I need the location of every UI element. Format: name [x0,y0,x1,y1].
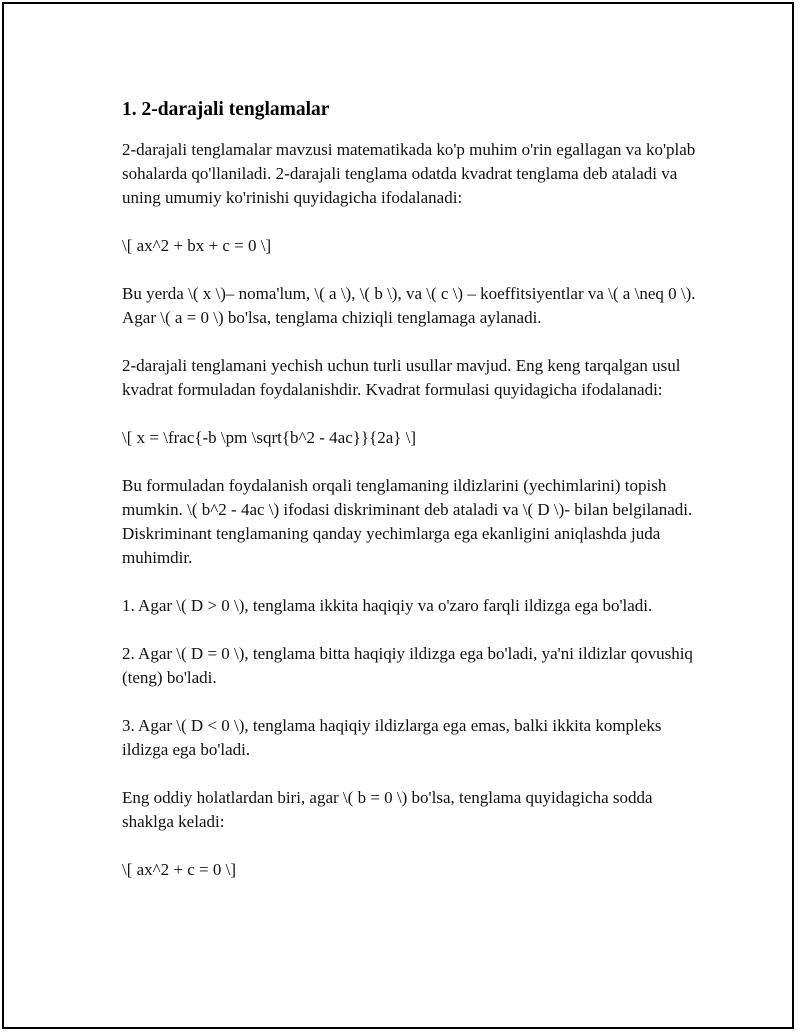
paragraph-discriminant: Bu formuladan foydalanish orqali tenglamaning ildizlarini (yechimlarini) topish mumkin. \( b^2 - 4ac \) ifodasi diskriminant deb ataladi va \( D \)- bilan belgilanadi. Diskriminant tenglamaning qanday yechimlarga ega ekanligini aniqlashda juda muhimdir. [122,476,693,567]
section-heading: 1. 2-darajali tenglamalar [122,99,330,120]
page-frame [2,2,794,1029]
paragraph-coefficients: Bu yerda \( x \)– noma'lum, \( a \), \( b \), va \( c \) – koeffitsiyentlar va \( a \neq 0 \). Agar \( a = 0 \) bo'lsa, tenglama chiziqli tenglamaga aylanadi. [122,284,696,327]
paragraph-methods: 2-darajali tenglamani yechish uchun turli usullar mavjud. Eng keng tarqalgan usul kvadrat formuladan foydalanishdir. Kvadrat formulasi quyidagicha ifodalanadi: [122,356,681,399]
equation-simple-form: \[ ax^2 + c = 0 \] [122,860,237,879]
paragraph-intro: 2-darajali tenglamalar mavzusi matematikada ko'p muhim o'rin egallagan va ko'plab sohalarda qo'llaniladi. 2-darajali tenglama odatda kvadrat tenglama deb ataladi va uning umumiy ko'rinishi quyidagicha ifodalanadi: [122,140,696,207]
equation-general-form: \[ ax^2 + bx + c = 0 \] [122,236,272,255]
paragraph-simple-case: Eng oddiy holatlardan biri, agar \( b = 0 \) bo'lsa, tenglama quyidagicha sodda shaklga keladi: [122,788,653,831]
list-item-case-1: 1. Agar \( D > 0 \), tenglama ikkita haqiqiy va o'zaro farqli ildizga ega bo'ladi. [122,596,653,615]
list-item-case-2: 2. Agar \( D = 0 \), tenglama bitta haqiqiy ildizga ega bo'ladi, ya'ni ildizlar qovushiq (teng) bo'ladi. [122,644,693,687]
list-item-case-3: 3. Agar \( D < 0 \), tenglama haqiqiy ildizlarga ega emas, balki ikkita kompleks ildizga ega bo'ladi. [122,716,662,759]
equation-quadratic-formula: \[ x = \frac{-b \pm \sqrt{b^2 - 4ac}}{2a} \] [122,428,417,447]
document-body [122,98,702,882]
